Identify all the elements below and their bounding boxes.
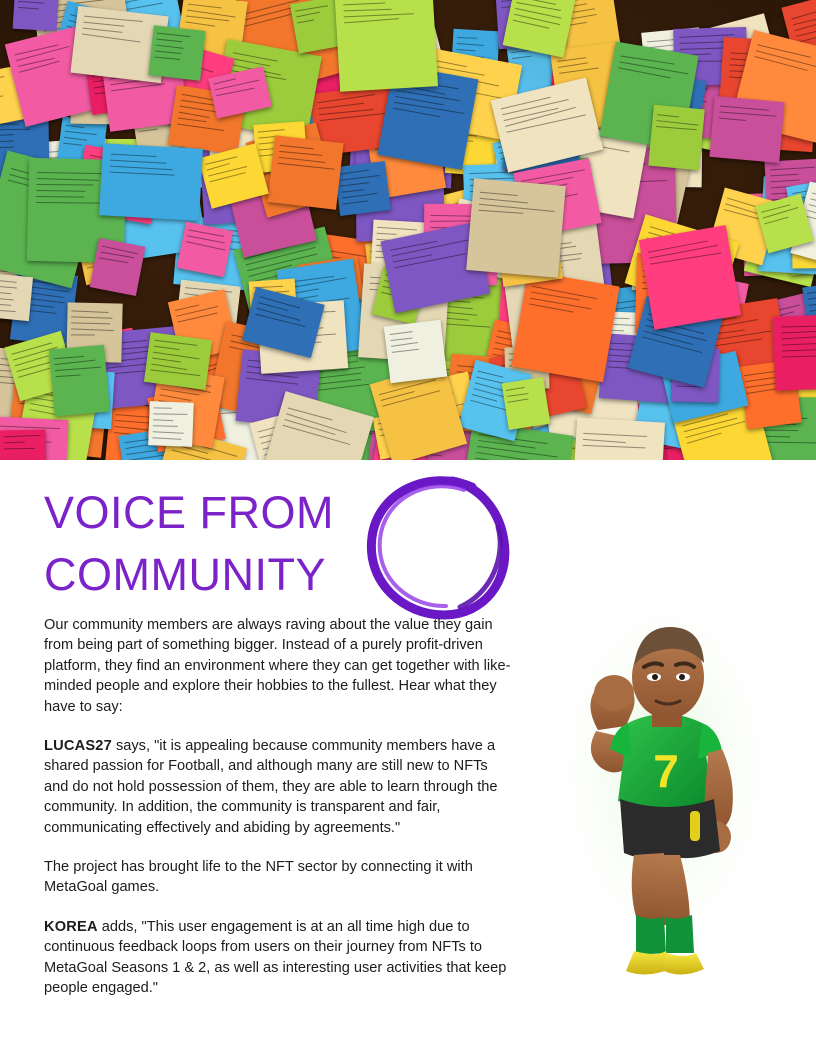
sticky-note <box>149 26 207 82</box>
sticky-note <box>0 273 33 322</box>
article-paragraph: The project has brought life to the NFT sector by connecting it with MetaGoal games. <box>44 859 473 896</box>
speaker-name: LUCAS27 <box>44 738 112 755</box>
sticky-note <box>571 417 666 460</box>
sticky-note <box>648 105 704 171</box>
sticky-note <box>334 0 438 91</box>
sticky-note <box>773 313 816 390</box>
speaker-name: KOREA <box>44 918 98 935</box>
sticky-note <box>0 430 46 460</box>
sticky-note <box>50 344 111 416</box>
sticky-note <box>267 136 343 211</box>
sticky-note <box>502 377 551 430</box>
sticky-note <box>466 178 566 277</box>
circle-brush-icon <box>360 469 512 621</box>
headline-line-2: COMMUNITY <box>44 549 326 600</box>
article-paragraph: KOREA adds, "This user engagement is at an all time high due to continuous feedback loops from users on their journey from NFTs to MetaGoal Seasons 1 & 2, as well as interesting user activities that keep people engaged." <box>44 918 507 997</box>
sticky-note <box>384 319 448 383</box>
svg-text:7: 7 <box>653 745 679 797</box>
hero-photo <box>0 0 816 460</box>
sticky-note <box>710 96 785 163</box>
sticky-note <box>335 161 392 216</box>
sticky-note <box>176 222 233 277</box>
article-paragraph: Our community members are always raving about the value they gain from being part of something bigger. Instead of a purely profit-driven platform, they find an environment where they can get together with like-minded people and explore their hobbies to the fullest. Hear what they have to say: <box>44 617 511 715</box>
article-body <box>44 615 516 999</box>
sticky-note <box>149 401 195 446</box>
sticky-note <box>12 0 59 31</box>
article-section <box>0 460 816 1056</box>
article-paragraph: LUCAS27 says, "it is appealing because community members have a shared passion for Football, and although many are still new to NFTs and do not hold possession of them, they are able to learn through the community. In addition, the community is transparent and fair, communicating effectively and abiding by agreements." <box>44 738 498 836</box>
sticky-note <box>144 332 212 390</box>
sticky-note <box>90 237 146 296</box>
headline-line-1: VOICE FROM <box>44 487 335 538</box>
sticky-notes-collage <box>0 0 816 460</box>
football-avatar-illustration <box>540 555 790 985</box>
sticky-note <box>511 271 619 383</box>
sticky-note <box>639 226 741 330</box>
sticky-note <box>99 143 203 221</box>
